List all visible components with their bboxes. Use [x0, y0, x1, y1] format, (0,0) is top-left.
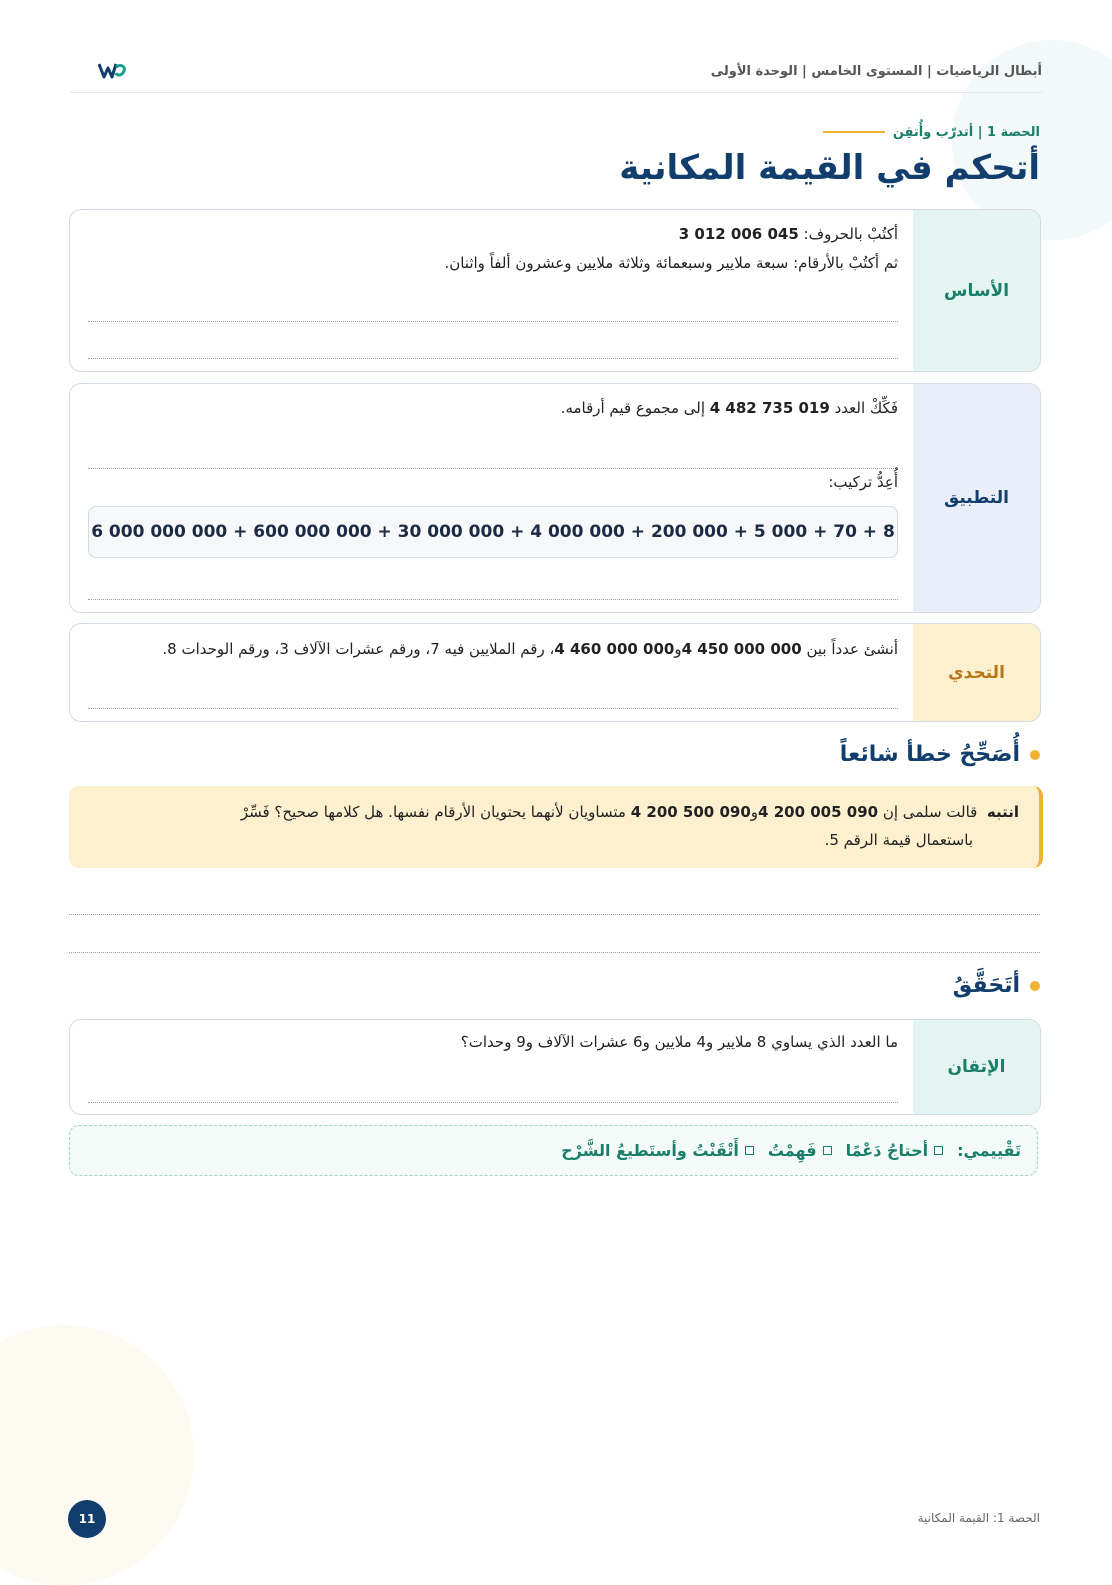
page-title: أتحكم في القيمة المكانية — [619, 148, 1040, 188]
answer-line[interactable] — [69, 914, 1040, 915]
breadcrumb: أبطال الرياضيات | المستوى الخامس | الوحدة الأولى — [710, 64, 1042, 79]
rating-option-label: أحتاجُ دَعْمًا — [845, 1141, 929, 1160]
number: 4 460 000 000 — [554, 640, 675, 658]
answer-line[interactable] — [88, 599, 898, 600]
number: 3 012 006 045 — [678, 225, 799, 243]
answer-line[interactable] — [88, 468, 898, 469]
task-card-challenge — [69, 623, 1041, 722]
task-label-application: التطبيق — [913, 384, 1040, 612]
section-heading-fix-error — [840, 742, 1040, 767]
bullet-icon — [1030, 750, 1040, 760]
page-number: 11 — [68, 1500, 106, 1538]
number: 4 450 000 000 — [681, 640, 802, 658]
rating-option-mastered[interactable] — [561, 1141, 754, 1160]
number: 4 200 500 090 — [630, 803, 751, 821]
footer-lesson-title: الحصة 1: القيمة المكانية — [917, 1511, 1040, 1525]
answer-line[interactable] — [88, 708, 898, 709]
lesson-label: الحصة 1 | أتدرّب وأُتقِن — [892, 124, 1040, 140]
section-title: أُصَحِّحُ خطأ شائعاً — [839, 742, 1020, 767]
task-card-mastery — [69, 1019, 1041, 1115]
decorative-circle — [0, 1325, 194, 1585]
checkbox-icon[interactable] — [745, 1146, 754, 1155]
lesson-label-row — [823, 122, 1040, 142]
number: 4 482 735 019 — [709, 399, 830, 417]
task-body — [88, 1020, 898, 1114]
checkbox-icon[interactable] — [934, 1146, 943, 1155]
page-header — [70, 58, 1042, 93]
task-text: و — [674, 640, 682, 658]
answer-line[interactable] — [88, 1102, 898, 1103]
section-heading-verify — [953, 973, 1040, 998]
task-text: ، رقم الملايين فيه 7، ورقم عشرات الآلاف 3، ورقم الوحدات 8. — [162, 640, 555, 658]
rating-option-label: فَهِمْتُ — [767, 1141, 817, 1160]
task-line: أُعِدُّ تركيب: — [828, 473, 898, 491]
rating-title: تَقْييمي: — [957, 1141, 1021, 1160]
answer-line[interactable] — [88, 321, 898, 322]
note-body: و — [750, 803, 759, 821]
task-line: ثم أكتُبْ بالأرقام: سبعة ملايير وسبعمائة وثلاثة ملايين وعشرون ألفاً واثنان. — [444, 254, 898, 272]
divider — [823, 131, 885, 133]
expression-box: 6 000 000 000 + 600 000 000 + 30 000 000 + 4 000 000 + 200 000 + 5 000 + 70 + 8 — [88, 506, 898, 558]
task-line — [679, 225, 898, 243]
task-text: أنشئ عدداً بين — [806, 640, 898, 658]
task-line: ما العدد الذي يساوي 8 ملايير و4 ملايين و6 عشرات الآلاف و9 وحدات؟ — [460, 1033, 898, 1051]
attention-note — [69, 786, 1043, 868]
task-text: أكتُبْ بالحروف: — [803, 225, 898, 243]
rating-option-need-support[interactable] — [846, 1141, 944, 1160]
note-body: قالت سلمى إن — [882, 803, 978, 821]
task-label-mastery: الإتقان — [913, 1020, 1040, 1114]
checkbox-icon[interactable] — [823, 1146, 832, 1155]
task-body — [88, 384, 898, 612]
self-rating — [69, 1125, 1038, 1176]
task-card-application — [69, 383, 1041, 613]
task-body — [88, 210, 898, 371]
note-title: انتبه — [986, 803, 1019, 821]
note-text — [129, 798, 1019, 854]
task-text: فَكِّكْ العدد — [834, 399, 898, 417]
answer-line[interactable] — [69, 952, 1040, 953]
task-text: إلى مجموع قيم أرقامه. — [560, 399, 705, 417]
task-line — [561, 399, 898, 417]
task-body — [88, 624, 898, 721]
bullet-icon — [1030, 981, 1040, 991]
number: 4 200 005 090 — [758, 803, 879, 821]
task-card-basics — [69, 209, 1041, 372]
task-line — [162, 640, 898, 658]
task-label-challenge: التحدي — [913, 624, 1040, 721]
answer-line[interactable] — [88, 358, 898, 359]
task-label-basics: الأساس — [913, 210, 1040, 371]
note-body: متساويان لأنهما يحتويان الأرقام نفسها. هل كلامها صحيح؟ فَسِّرْ — [240, 803, 626, 821]
rating-option-label: أَتْقَنْتُ وأستَطيعُ الشَّرْح — [561, 1141, 739, 1160]
logo-icon — [98, 62, 128, 84]
rating-option-understood[interactable] — [768, 1141, 832, 1160]
section-title: أتَحَقَّقُ — [952, 973, 1020, 998]
note-body: باستعمال قيمة الرقم 5. — [824, 831, 973, 849]
